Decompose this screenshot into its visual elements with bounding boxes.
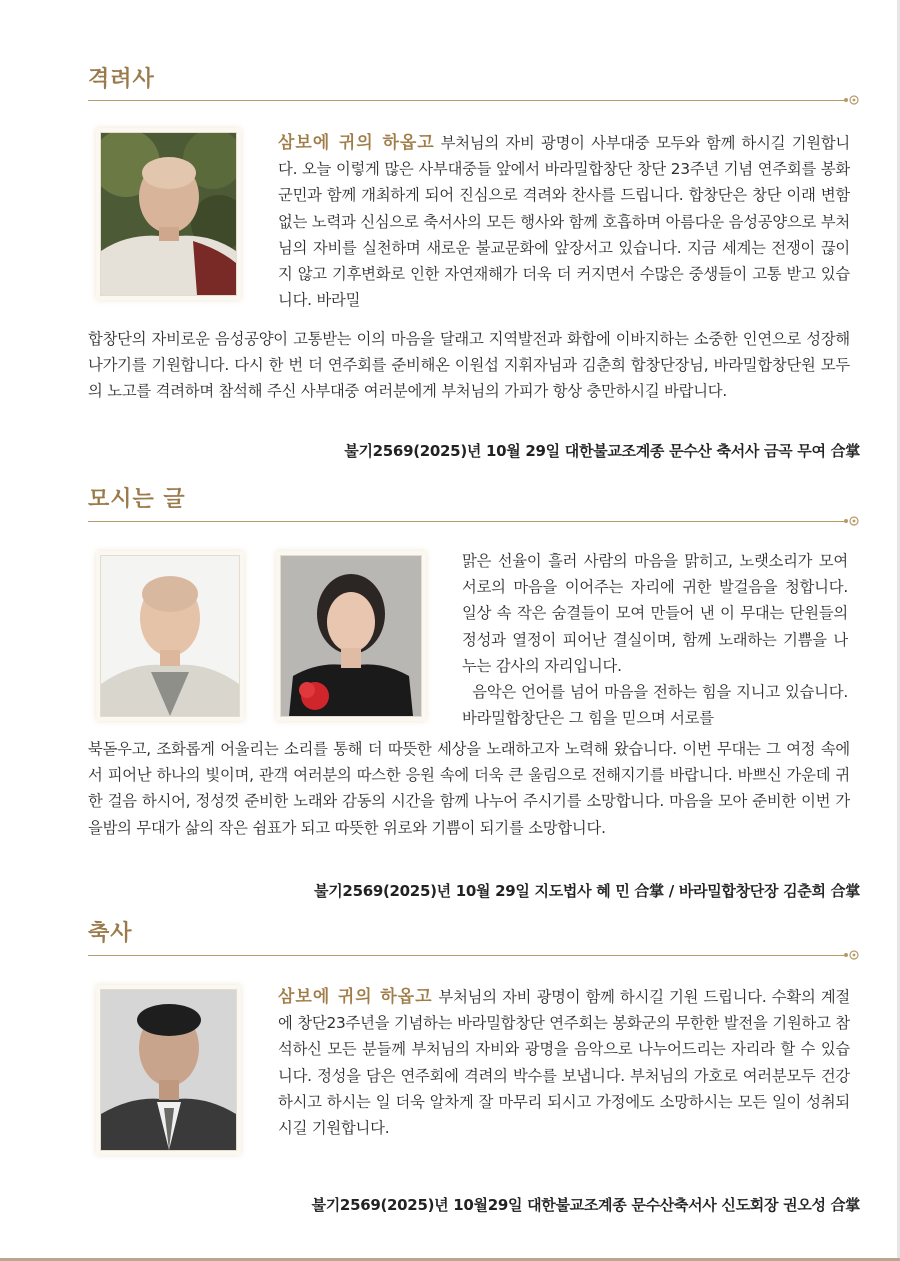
monk-portrait-photo <box>100 555 240 717</box>
section-title: 격려사 <box>88 67 155 92</box>
title-rule <box>88 955 844 956</box>
title-rule <box>88 100 844 101</box>
ornament-icon <box>842 514 862 528</box>
intro-paragraph <box>278 130 850 313</box>
body-text: 부처님의 자비 광명이 사부대중 모두와 함께 하시길 기원합니다. 오늘 이렇게 많은 사부대중들 앞에서 바라밀합창단 창단 23주년 기념 연주회를 봉화군민과 함께 개최하게 되어 진심으로 격려와 찬사를 드립니다. 합창단은 창단 이래 변함없는 노력과 신심으로 축서사의 모든 행사와 함께 호흡하며 아름다운 음성공양으로 부처님의 자비를 실천하며 새로운 불교문화에 앞장서고 있습니다. 지금 세계는 전쟁이 끊이지 않고 기후변화로 인한 자연재해가 더욱 더 커지면서 수많은 중생들이 고통 받고 있습니다. 바라밀 <box>278 134 851 310</box>
intro-paragraph <box>462 548 848 731</box>
body-paragraph <box>88 326 850 405</box>
signature-line: 불기2569(2025)년 10월29일 대한불교조계종 문수산축서사 신도회장 권오성 合掌 <box>311 1196 860 1214</box>
section-title: 모시는 글 <box>88 487 186 512</box>
ornament-icon <box>842 948 862 962</box>
monk-portrait-photo <box>100 132 237 296</box>
body-text: 맑은 선율이 흘러 사람의 마음을 맑히고, 노랫소리가 모여 서로의 마음을 이어주는 자리에 귀한 발걸음을 청합니다. 일상 속 작은 숨결들이 모여 만들어 낸 이 무대는 단원들의 정성과 열정이 피어난 결실이며, 함께 노래하는 기쁨을 나누는 감사의 자리입니다. <box>462 552 848 675</box>
signature-line: 불기2569(2025)년 10월 29일 대한불교조계종 문수산 축서사 금곡 무여 合掌 <box>344 442 860 460</box>
section-title: 축사 <box>88 921 133 946</box>
body-paragraph <box>88 736 850 841</box>
body-text: 부처님의 자비 광명이 함께 하시길 기원 드립니다. 수확의 계절에 창단23주년을 기념하는 바라밀합창단 연주회는 봉화군의 무한한 발전을 기원하고 참석하신 모든 분들께 부처님의 자비와 광명을 음악으로 나누어드리는 자리라 할 수 있습니다. 정성을 담은 연주회에 격려의 박수를 보냅니다. 부처님의 가호로 여러분모두 건강하시고 하시는 일 더욱 알차게 잘 마무리 되시고 가정에도 소망하시는 모든 일이 성취되시길 기원합니다. <box>278 988 850 1138</box>
title-rule <box>88 521 844 522</box>
lead-phrase: 삼보에 귀의 하옵고 <box>278 133 435 153</box>
lead-phrase: 삼보에 귀의 하옵고 <box>278 987 433 1007</box>
section-encouragement <box>88 60 860 465</box>
body-text: 합창단의 자비로운 음성공양이 고통받는 이의 마음을 달래고 지역발전과 화합에 이바지하는 소중한 인연으로 성장해나가기를 기원합니다. 다시 한 번 더 연주회를 준비해온 이원섭 지휘자님과 김춘희 합창단장님, 바라밀합창단원 모두의 노고를 격려하며 참석해 주신 사부대중 여러분에게 부처님의 가피가 항상 충만하시길 바랍니다. <box>88 330 850 401</box>
section-invitation <box>88 480 860 905</box>
man-portrait-photo <box>100 989 237 1151</box>
intro-paragraph <box>278 984 850 1141</box>
body-text: 북돋우고, 조화롭게 어울리는 소리를 통해 더 따뜻한 세상을 노래하고자 노력해 왔습니다. 이번 무대는 그 여정 속에서 피어난 하나의 빛이며, 관객 여러분의 따스한 응원 속에 더욱 큰 울림으로 전해지기를 바랍니다. 바쁘신 가운데 귀한 걸음 하시어, 정성껏 준비한 노래와 감동의 시간을 함께 나누어 주시기를 소망합니다. 마음을 모아 준비한 이번 가을밤의 무대가 삶의 작은 쉼표가 되고 따뜻한 위로와 기쁨이 되기를 소망합니다. <box>88 740 850 837</box>
signature-line: 불기2569(2025)년 10월 29일 지도법사 혜 민 合掌 / 바라밀합창단장 김춘희 合掌 <box>314 882 860 900</box>
ornament-icon <box>842 93 862 107</box>
body-text: 음악은 언어를 넘어 마음을 전하는 힘을 지니고 있습니다. 바라밀합창단은 그 힘을 믿으며 서로를 <box>462 683 849 728</box>
conductor-portrait-photo <box>280 555 422 717</box>
section-congratulation <box>88 914 860 1224</box>
